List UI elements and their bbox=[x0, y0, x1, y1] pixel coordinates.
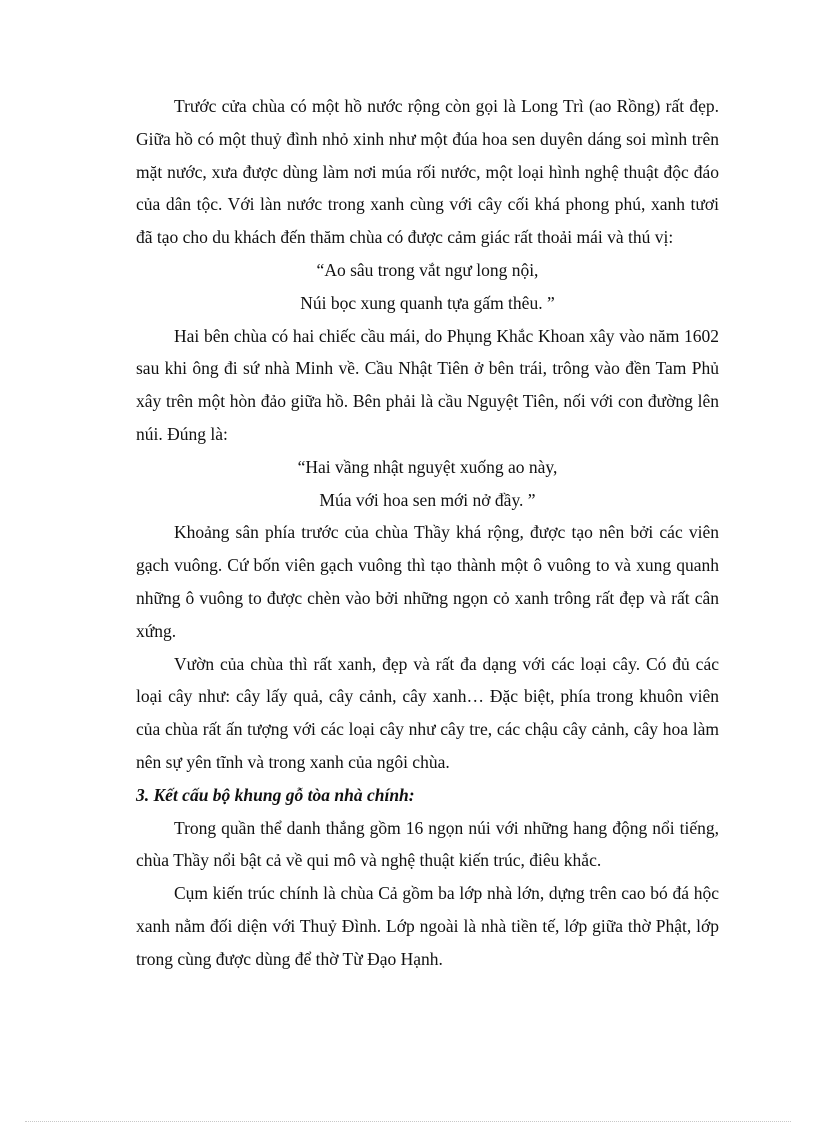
verse-1-line-2: Núi bọc xung quanh tựa gấm thêu. ” bbox=[300, 292, 555, 313]
verse-2-line-2: Múa với hoa sen mới nở đầy. ” bbox=[319, 489, 536, 510]
paragraph-courtyard: Khoảng sân phía trước của chùa Thầy khá rộng, được tạo nên bởi các viên gạch vuông. Cứ bốn viên gạch vuông thì tạo thành một ô vuông to và xung quanh những ô vuông to được chèn vào bởi những ngọn cỏ xanh trông rất đẹp và rất cân xứng. bbox=[136, 522, 719, 641]
verse-1-line-1: “Ao sâu trong vắt ngư long nội, bbox=[316, 259, 539, 280]
page-bottom-divider bbox=[25, 1121, 791, 1122]
verse-2-line-1: “Hai vầng nhật nguyệt xuống ao này, bbox=[297, 456, 558, 477]
paragraph-bridges: Hai bên chùa có hai chiếc cầu mái, do Phụng Khắc Khoan xây vào năm 1602 sau khi ông đi sứ nhà Minh về. Cầu Nhật Tiên ở bên trái, trông vào đền Tam Phủ xây trên một hòn đảo giữa hồ. Bên phải là cầu Nguyệt Tiên, nối với con đường lên núi. Đúng là: bbox=[136, 325, 719, 444]
document-page bbox=[136, 90, 719, 976]
paragraph-complex: Trong quần thể danh thắng gồm 16 ngọn núi với những hang động nổi tiếng, chùa Thầy nổi bật cả về qui mô và nghệ thuật kiến trúc, điêu khắc. bbox=[136, 817, 719, 871]
paragraph-long-tri: Trước cửa chùa có một hồ nước rộng còn gọi là Long Trì (ao Rồng) rất đẹp. Giữa hồ có một thuỷ đình nhỏ xinh như một đúa hoa sen duyên dáng soi mình trên mặt nước, xưa được dùng làm nơi múa rối nước, một loại hình nghệ thuật độc đáo của dân tộc. Với làn nước trong xanh cùng với cây cối khá phong phú, xanh tươi đã tạo cho du khách đến thăm chùa có được cảm giác rất thoải mái và thú vị: bbox=[136, 96, 719, 248]
section-heading-3: 3. Kết cấu bộ khung gỗ tòa nhà chính: bbox=[136, 784, 415, 805]
paragraph-garden: Vườn của chùa thì rất xanh, đẹp và rất đa dạng với các loại cây. Có đủ các loại cây như: cây lấy quả, cây cảnh, cây xanh… Đặc biệt, phía trong khuôn viên của chùa rất ấn tượng với các loại cây như cây tre, các chậu cây cảnh, cây hoa làm nên sự yên tĩnh và trong xanh của ngôi chùa. bbox=[136, 653, 719, 772]
paragraph-main-structure: Cụm kiến trúc chính là chùa Cả gồm ba lớp nhà lớn, dựng trên cao bó đá hộc xanh nằm đối diện với Thuỷ Đình. Lớp ngoài là nhà tiền tế, lớp giữa thờ Phật, lớp trong cùng được dùng để thờ Từ Đạo Hạnh. bbox=[136, 883, 719, 969]
